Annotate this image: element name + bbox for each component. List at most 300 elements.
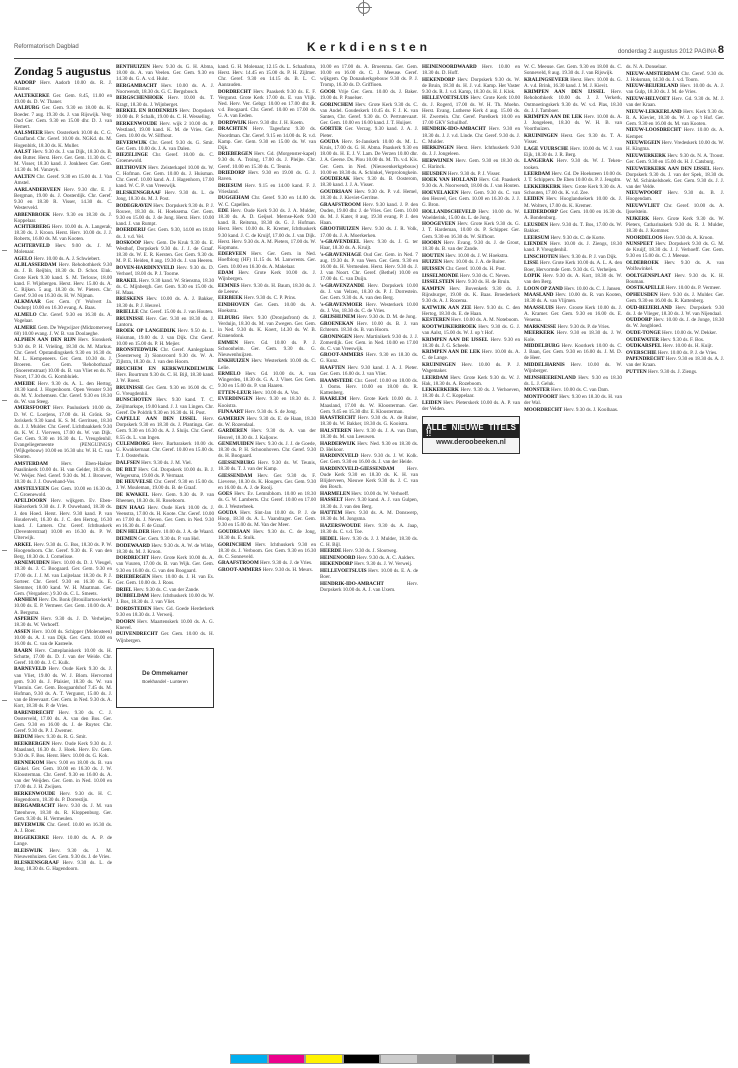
- place-name: 's-GRAVENDEEL: [320, 239, 361, 246]
- place-name: GROOT-AMMERS: [218, 567, 262, 573]
- service-entry: [14, 734, 112, 740]
- service-details: Herv. Dorpskerk 9.30 ds. G. M. de Kruijf, 18.30 ds. J. J. Verhoeff. Ger. Gem. 9.30 en 15.00 ds. C. J. Meeuse.: [626, 241, 724, 260]
- service-details: Herv. 10.00 ds. B. J. van Echtenm. 18.30 ds. B. van Hoorn.: [320, 320, 418, 333]
- service-details: Herv. 9.30 ds. B. J. Hoogendam.: [626, 190, 724, 203]
- service-entry: [422, 177, 520, 189]
- place-name: BRONSTEDWIJK: [116, 347, 158, 354]
- service-entry: [14, 105, 112, 129]
- service-details: Herv. Bovenkerk 9.30 ds. J. Rijnsburger, 19.00 ds. K. Baas. Broederkerk 9.30 ds. A. J. Rozema.: [422, 285, 520, 304]
- service-details: Herv. Gd. Goede Herderkerk 9.30 en 18.30 ds. J. Verweij.: [116, 606, 214, 619]
- service-details: Ger. Gem. 8.45, 11.00 en 19.00 ds. D. W. Thaner.: [14, 92, 112, 105]
- place-name: 's-GRAVENMOER: [320, 301, 363, 308]
- place-name: GROOT-AMMERS: [320, 352, 364, 359]
- print-color-bar: [230, 1054, 530, 1064]
- service-details: Herv. 9.30 (Dronjasfront) ds. J. Verduijn, 18.30 ds. M. van Zwegen. Ger. Gem. in Ned. 9.30 ds. K. Koert, 14.30 ds. W. B. Kranendonk.: [218, 314, 316, 340]
- service-entry: [116, 83, 214, 95]
- place-name: AMSTERDAM: [14, 460, 48, 467]
- place-name: BILTHOVEN: [116, 165, 147, 171]
- place-name: BERGAMBACHT: [14, 803, 56, 810]
- service-entry: [524, 146, 622, 158]
- service-entry: [218, 560, 316, 566]
- service-entry: [524, 286, 622, 292]
- service-entry: [422, 317, 520, 323]
- place-name: BERKENWOUDE: [14, 790, 56, 797]
- service-details: Herv. 10.00 ds. W. Wijnberger.: [524, 361, 622, 374]
- service-entry: [524, 343, 622, 361]
- service-details: Herv. 9.30 ds. G. H. Abma, 18.00 ds. A. van Veelen. Ger. Gem. 9.30 en 14.30 ds. G. A. v.d. Hulst.: [116, 64, 214, 83]
- place-name: LOON OP ZAND: [524, 285, 563, 292]
- service-entry: [14, 666, 112, 709]
- service-entry: [626, 241, 724, 259]
- service-entry: [422, 171, 520, 177]
- service-details: Herv. Grote Kerk 10.00 ds. J. Maasland, 17.00 ds. W. Kloosterman. Ger. Gem. 9.45 en 15.30 dhr. E. Kloosterman.: [320, 396, 418, 415]
- place-name: MAASLAND: [524, 292, 554, 299]
- service-details: Herv. 9.30 ds. T. Bos, 17.00 ds. W. Bakker.: [524, 221, 622, 234]
- place-name: GENEMUIDEN: [218, 441, 254, 448]
- place-name: LEIDERDORP: [524, 209, 558, 216]
- place-name: BROEK OP LANGEDIJK: [116, 328, 176, 335]
- service-entry: [422, 126, 520, 144]
- place-name: MONTFOORT: [524, 393, 558, 400]
- service-entry: [218, 283, 316, 295]
- service-entry: [320, 466, 418, 490]
- place-name: AMERSFOORT: [14, 405, 51, 412]
- service-entry: [422, 337, 520, 349]
- service-entry: [524, 64, 622, 76]
- place-name: KRIMPEN AAN DEN IJSSEL: [524, 89, 605, 96]
- place-name: HOLLANDSCHEVELD: [422, 208, 476, 215]
- place-name: ARKEL: [14, 541, 33, 548]
- service-details: Herv. Catteplaniskerk 10.00 ds. H. Schutte, 17.00 ds. D. J. van der Weide. Chr. Geref. 10.00 ds. J. C. Kulk.: [14, 647, 112, 666]
- place-name: LEERSUM: [524, 234, 550, 241]
- place-name: LEERDAM: [524, 171, 551, 178]
- place-name: EERBEEK: [218, 295, 243, 302]
- service-details: Herv. 9.30 ds. P. J. Visser.: [447, 170, 501, 177]
- service-details: Herv. 9.30 ds. H. C. Hogendoorn, 18.30 ds. P. Dorrestijn.: [14, 790, 112, 803]
- service-entry: [626, 330, 724, 336]
- service-details: Herv. Dorpskerk 9.30 en 18.30 ds. J. Plantinga. Ger. Gem. 9.30 en 16.30 ds. A. J. Sluijs. Chr. Geref. 8.55 ds. L. van Ingen.: [116, 416, 214, 441]
- service-entry: [14, 212, 112, 224]
- place-name: MARKNESSE: [524, 323, 557, 330]
- service-details: Herv. Eben-Haëzer Paaslinkerk 10.00 ds. H. van Gelder, 18.30 ds. W. Weijer. Ned. Geref. 9.30 ds. M. J. Brouwer, 18.30 ds. J. J. Ouwehand-Vos.: [14, 460, 112, 486]
- place-name: GRAAFSTROOM: [320, 201, 361, 208]
- place-name: HOEVELAKEN: [422, 189, 459, 196]
- place-name: FIJNAART: [218, 409, 244, 416]
- service-entry: [524, 260, 622, 272]
- place-name: DE KWAKEL: [116, 491, 149, 498]
- service-details: Herv. 10.00 ds. J. H. van Es. Ger. Gem. 10.00 ds. J. Roos.: [116, 574, 214, 587]
- service-entry: [116, 460, 214, 466]
- place-name: GOUDA: [218, 510, 237, 517]
- service-entry: [626, 140, 724, 152]
- service-details: Herv. 10.00 ds. A. Kemper.: [626, 127, 724, 140]
- place-name: GOOR: [320, 88, 336, 95]
- service-entry: [422, 266, 520, 272]
- service-details: Herv. Ichthuskerk 10.00 ds. W. J. Bos, 18.30 ds. J. van Vliet.: [116, 593, 214, 606]
- place-name: AALTEKERKE: [14, 92, 50, 99]
- place-name: HOUTEN: [422, 252, 445, 259]
- service-details: Herv. Hooglandsekerk 10.00 ds. J. M. Wolters, 17.00 ds. K. Kremer.: [524, 196, 622, 209]
- service-details: Herv. 9.30 ds. J. M. van Tatenhove, 18.30 ds. R. Kloppenburg. Ger. Gem. 9.30 ds. H. Vermeulen.: [14, 803, 112, 822]
- place-name: KRIMPEN AAN DE LEK: [422, 349, 481, 356]
- service-details: Herv. Martinikerk 9.30 ds. J. J. Zomerdijk. Ger. Gem. in Ned. 10.00 en 17.00 ds. C. van Vreeswijk.: [320, 333, 418, 352]
- place-name: AARLANDERVEEN: [14, 186, 61, 193]
- service-entry: [320, 226, 418, 238]
- service-details: Herv. Gem. 9.30 ds. P. van Rheenen, 18.30 ds. H. Roseboom.: [116, 491, 214, 504]
- service-entry: [14, 710, 112, 734]
- place-name: OPHEUSDEN: [626, 291, 658, 298]
- place-name: GOUDRIAAN: [218, 528, 250, 535]
- service-details: Herv. 10.00 ds. C. van Dam.: [551, 387, 610, 394]
- place-name: ALBLASSERDAM: [14, 262, 57, 269]
- ad-title: De Ommekamer: [142, 670, 188, 677]
- service-details: Herv. 9.30 ds. P. v.d. Hemel, 18.30 ds. J. Kieviet-Gerritse.: [320, 188, 418, 201]
- place-name: OVERSCHIE: [626, 349, 657, 356]
- column-7: [626, 64, 724, 1054]
- service-entry: [116, 108, 214, 120]
- service-entry: [320, 378, 418, 396]
- place-name: HAAFTEN: [320, 365, 345, 371]
- service-details: Herv. 9.30 ds. L. de Jong, 18.30 ds. M. J. Post.: [116, 189, 214, 202]
- service-entry: [14, 149, 112, 173]
- place-name: OUDKARSPEL: [626, 343, 662, 350]
- place-name: ACHTERBERG: [14, 224, 51, 231]
- service-details: Herv. Gd. 9.30 ds. M. J. van der Kraan.: [626, 95, 724, 109]
- service-details: Herv. 9.30 ds. A. W. de Wilde, 18.30 ds. M. J. Kroon.: [116, 542, 214, 555]
- column-5: [422, 64, 520, 1054]
- service-details: Herv. 10.00 ds. A. J. Jongeleen, 18.30 ds. W. H. B. van Voorthuizen.: [524, 114, 622, 133]
- service-entry: [422, 375, 520, 387]
- place-name: HERWIJNEN: [422, 157, 454, 164]
- advertisement: [422, 416, 520, 454]
- service-details: Herv. Ichthuskerk 9.30 en 18.30 ds. J. Verboom. Ger. Gem. 9.30 en 16.30 ds. C. Sonneveld.: [218, 541, 316, 560]
- place-name: HEDEL: [320, 535, 338, 542]
- service-entry: [524, 196, 622, 208]
- place-name: HEINENOORDWAARD: [422, 64, 477, 70]
- place-name: APELDOORN: [14, 498, 47, 505]
- page-date: [618, 44, 724, 56]
- place-name: DEN HELDER: [116, 529, 150, 536]
- service-entry: [320, 396, 418, 414]
- service-entry: [320, 239, 418, 251]
- service-details: Herv. 9.30 ds. G. Bos, 18.30 ds. P. W. Hoogendoorn. Chr. Geref. 9.30 ds. F. van den Berg, 18.30 ds. J. Cornelisse.: [14, 541, 112, 560]
- place-name: DORDRECHT: [116, 555, 150, 562]
- service-details: Herv. Westerkerk 10.00 ds. J. Vos, 18.30 ds. C. de Vries.: [320, 301, 418, 314]
- service-details: Herv. 9.30 ds. A. C. Aalders.: [356, 554, 416, 561]
- service-details: Herv. 9.30 ds. H. de Bruin.: [455, 279, 511, 286]
- place-name: LAGE VUURSCHE: [524, 145, 569, 152]
- place-name: GRAAFSTROOM: [218, 560, 259, 567]
- service-details: Herv. 10.00 ds. W. Dekker.: [662, 329, 717, 336]
- service-entry: [218, 396, 316, 408]
- service-details: Herv. 9.30 ds. B. Oosterom, 18.30 kand. J. J. A. Visser.: [320, 176, 418, 189]
- section-title: Kerkdiensten: [306, 40, 432, 54]
- service-details: Herv. Bourtrum 9.30 ds. C. H. Bijl, 18.30 kand. J. W. Roest.: [116, 372, 214, 385]
- place-name: NOORDELOOS: [626, 234, 663, 241]
- service-details: Herv. Pieterskerk 10.00 ds. A. P. van der Velden.: [422, 399, 520, 413]
- service-entry: [422, 145, 520, 157]
- service-entry: [422, 387, 520, 399]
- service-details: Herv. Kerk 9.30 ds. R. A. Kieviet, 18.30 ds. W. J. op 't Hof. Ger. Gem. 9.30 en 16.00 ds. M. van Kooten.: [626, 108, 724, 127]
- service-entry: [422, 64, 520, 76]
- place-name: BIGGEKERKE: [14, 834, 50, 841]
- service-entry: [524, 114, 622, 132]
- service-entry: [524, 387, 622, 393]
- service-details: Herv. 9.30 ds. H. Baum, 18.30 ds. J. de Leeuw.: [218, 282, 316, 295]
- service-entry: [626, 64, 724, 70]
- place-name: KOOTWIJKERBROEK: [422, 323, 477, 330]
- place-name: HARDERWIJK: [320, 440, 356, 447]
- service-entry: [320, 321, 418, 333]
- place-name: KRIMPEN AAN DE IJSSEL: [422, 336, 489, 343]
- service-entry: [626, 166, 724, 190]
- service-details: Herv. wijk 2 10.00 ds. P. Westland, 19.00 kand. K. M. de Vries. Ger. Gem. 10.00 ds. W. Silfhout.: [116, 120, 214, 140]
- service-entry: [218, 371, 316, 389]
- service-entry: [14, 803, 112, 821]
- service-entry: [626, 260, 724, 272]
- place-name: HASSELT: [320, 497, 344, 504]
- service-entry: [524, 133, 622, 145]
- place-name: BRAKEL: [116, 277, 138, 284]
- place-name: LEIDEN: [524, 196, 544, 203]
- column-entries: [524, 64, 622, 413]
- place-name: NIEUWPOORT: [626, 190, 662, 197]
- service-entry: [320, 139, 418, 176]
- service-entry: [524, 394, 622, 406]
- service-entry: [320, 365, 418, 377]
- service-details: Herv. Gd. 10.00 ds. P. J. Schoonheim. Ger. Gem. 9.30 ds. G. Nieuwenhuijzen.: [218, 339, 316, 358]
- service-details: W. C. Meeuse. Ger. Gem. 9.30 en 18.00 ds. C. Sonneveld, 8 aug. 19.30 ds. J. van Rijswijk.: [524, 64, 622, 77]
- place-name: ASSEN: [14, 628, 31, 635]
- place-name: NIEUW-AMSTERDAM: [626, 70, 680, 77]
- publication-name: Reformatorisch Dagblad: [14, 44, 79, 50]
- place-name: AALST: [14, 149, 31, 156]
- service-entry: [14, 174, 112, 186]
- service-details: Herv. 10.00 ds. P. J. de Vries.: [657, 349, 718, 356]
- place-name: BOVEN-HARDINXVELD: [116, 265, 175, 271]
- column-3: [218, 64, 316, 1054]
- service-details: Herv. 9.30 kand. J. P. den Ouden, 19.00 dhr. J. de Vries. Ger. Gem. 10.00 ds. M. J. Kater, 8 aug. 19.30 evang. P. J. den Haan.: [320, 201, 418, 226]
- service-details: Herv. 9.30 kand. A. J. van Gulpen, 18.30 ds. J. van den Berg.: [320, 497, 418, 510]
- place-name: BAARN: [14, 647, 33, 654]
- service-details: Ger. Gem. 10.00 ds. A. Hoekstra.: [218, 302, 316, 315]
- place-name: BERGAMBACHT: [116, 82, 158, 89]
- service-entry: [116, 416, 214, 440]
- service-details: Herv. 9.30 ds. J. Slootweg.: [342, 548, 398, 555]
- service-details: Herv. 10.00 ds. J. W. Hoekstra.: [445, 252, 509, 259]
- service-details: Herv. Rehobothkerk 10.00 ds. J. J. Verkerk, Ontmoetingskerk 9.30 ds. W. v.d. Plas, 18.30 ds. J. J. Tamboer.: [524, 89, 622, 114]
- service-entry: [524, 158, 622, 170]
- place-name: MAASSLUIS: [524, 305, 554, 312]
- service-details: Herv. 10.00 ds. P. Vermeer.: [665, 285, 721, 292]
- place-name: DRIEBERGEN: [218, 151, 253, 158]
- place-name: AMEIDE: [14, 380, 35, 387]
- service-entry: [320, 189, 418, 201]
- service-details: Herv. 9.30 ds. J. Koolhaas.: [563, 406, 619, 413]
- service-entry: [218, 460, 316, 472]
- service-details: Herv. 9.30 ds. C. P. Prins.: [243, 295, 297, 302]
- service-details: Herv. Grote Kerk 10.00 ds. A. van Vuuren, 17.00 ds. B. van Wijk. Ger. Gem. 9.30 en 16.00 ds. G. van den Boogaard.: [116, 555, 214, 574]
- place-name: KRIMPEN AAN DE LEK: [524, 114, 583, 121]
- service-details: Herv. 9.30 ds. C. de Korte.: [550, 234, 606, 241]
- service-details: Herv. 9.30 en 18.30 ds. A. J. van der Kraan.: [626, 356, 724, 369]
- service-details: Herv. 9.30 ds. J. Ziengs.: [647, 369, 698, 375]
- place-name: PAPENDRECHT: [626, 356, 665, 363]
- service-details: Herv. 10.00 ds. A. J. Schwiebert.: [33, 255, 101, 262]
- service-entry: [626, 337, 724, 343]
- service-entry: [14, 760, 112, 790]
- service-details: Herv. 10.00 ds. J. Ziengs, 18.30 kand. P. Vreugdenhil.: [524, 241, 622, 254]
- place-name: ETTEN-LEUR: [218, 389, 252, 396]
- service-details: Herv. 9.30 en 18.30 ds. L. J. Geluk.: [524, 374, 622, 387]
- service-details: Herv. 9.30 en 19.00 ds. G. J. Raven.: [218, 170, 316, 183]
- service-entry: [422, 286, 520, 304]
- service-entry: [422, 253, 520, 259]
- service-details: Ger. Gem. 10.00 ds. H. Wijnbergen.: [116, 631, 214, 644]
- place-name: BEVERWIJK: [14, 822, 45, 829]
- service-details: Herv. Maartenskerk 10.00 ds. A. G. Knevel.: [116, 618, 214, 631]
- column-6: [524, 64, 622, 1054]
- service-details: Herv. 10.00 ds. A. C. de Lange.: [422, 349, 520, 362]
- service-entry: [116, 587, 214, 593]
- service-entry: [116, 479, 214, 491]
- listing-columns: [14, 64, 724, 1054]
- service-details: ds. N. A. Donselaar.: [626, 64, 667, 70]
- place-name: HENDRIK-IDO-AMBACHT: [422, 126, 486, 133]
- place-name: HARDINXVELD-GIESSENDAM: [320, 466, 395, 472]
- service-entry: [14, 486, 112, 498]
- service-details: Herv. 9.30 ds. A. M. Donswerp, 18.30 ds. M. Jongsma.: [320, 510, 418, 523]
- service-entry: [422, 221, 520, 239]
- place-name: DRACHTEN: [218, 126, 248, 133]
- service-details: Herv. Westerkerk 10.00 ds. C. Lelie.: [218, 358, 316, 371]
- place-name: NIEUWEGEIN: [626, 140, 661, 147]
- service-details: Herst. Herv. Ichthuskerk 9.30 ds. J. J. Jongeleen.: [422, 145, 520, 158]
- service-details: Herv. 9.30 dhr. E. J. Bergman, 19.00 ds. J. Oosterdijk. Chr. Geref. 9.30 en 18.30 R. Visser, 14.30 ds. C. Westerveld.: [14, 186, 112, 211]
- place-name: BERKENWOUDE: [116, 120, 158, 127]
- service-details: Herv. 10.00 ds. A. Langerak, 18.30 ds. J. Kroon. Herst. Herv. 10.00 ds. J. J. Roberts, 16.00 ds. M. van Kooten.: [14, 224, 112, 243]
- service-details: Herv. Vredeskerk 10.00 ds. W. H. Kingma.: [626, 140, 724, 153]
- place-name: PUTTEN: [626, 369, 647, 375]
- place-name: BLESKENSGRAAF: [116, 189, 162, 196]
- service-details: Herv. Barbarakerk 10.00 ds. G. Kwakkernaat. Chr. Geref. 10.00 en 15.00 ds. T. J. Oosterhuis.: [116, 441, 214, 460]
- service-entry: [524, 235, 622, 241]
- service-entry: [626, 190, 724, 202]
- service-entry: [116, 385, 214, 397]
- service-details: Herv. Oude Kerk 9.30 ds. J. Maasland, 16.30 ds. J. Hoek. Herv. Ev. Gem. 9.30 ds. F. Bos. Herst. Herv. 10.00 ds. G. Kok.: [14, 741, 112, 760]
- service-details: Herv. 9.30 ds. A. van Wolfswinkel.: [626, 259, 724, 272]
- service-details: Ger. Gem. 9.30 ds. P. van Hel.: [138, 536, 200, 543]
- place-name: HEINENOORD: [320, 554, 356, 561]
- service-details: Herv. 10.00 ds. J. A. de Ruiter.: [443, 259, 506, 266]
- place-name: DUBBELDAM: [116, 593, 150, 600]
- service-entry: [14, 262, 112, 299]
- service-details: Herv. 10.00 ds. W. Verhoeff.: [351, 490, 410, 497]
- place-name: MIDDELBURG: [524, 343, 560, 350]
- service-entry: [116, 316, 214, 328]
- service-details: Herv. Evang. 9.30 ds. J. de Groot, 18.30 ds. B. van der Zande.: [422, 240, 520, 253]
- place-name: 's-GRAVENHAGE: [320, 251, 362, 258]
- service-entry: [320, 548, 418, 554]
- place-name: ELBURG: [218, 314, 240, 321]
- service-entry: [14, 312, 112, 324]
- place-name: KRALINGSEVEER: [524, 76, 569, 83]
- place-name: BARENDRECHT: [14, 709, 54, 716]
- service-entry: [626, 317, 724, 329]
- service-details: Herv. 9.30 dhr. J. H. Koetn.: [247, 119, 304, 126]
- place-name: KESTEREN: [422, 317, 450, 324]
- service-details: Herv. St-Janskerk 10.00 ds. M. L. Kruis, 17.00 ds. G. H. Abma. Paaskerk 9.30 en 18.00 ds. H. E. J. V. Lam. De Verzen 10.00 dhr. J. A. Geerse. Ds. Plou 10.00 ds. M. Th. v.d. Kis. Ger. Gem. in Ned. (Nieuwenkerkgebouw) 10.00 en 18.30 ds. A. Schinkel, Verprolongkein.: [320, 139, 418, 176]
- service-entry: [422, 240, 520, 252]
- service-details: Herv. 9.30 en 18.30 ds. H. van der Wal.: [524, 393, 622, 406]
- service-details: Herv. 10.00 ds. T. Kragt, 18.30 ds. J. Wijnberget.: [116, 95, 214, 108]
- place-name: GORINCHEM: [320, 101, 354, 108]
- service-details: Herst. Herv. 10.00 ds. G. A. v.d. Brink, 16.30 kand. J. M. J. Kievit.: [524, 76, 622, 89]
- place-name: DORDWIJK: [218, 119, 247, 126]
- service-entry: [320, 581, 418, 593]
- service-details: Herv. 9.30 en 18.30 ds. J. W. Kole.: [524, 330, 622, 343]
- service-details: Herv. 9.30 ds. D. Verhoef, 18.00 ds. P. J. Toorne.: [116, 265, 214, 278]
- column-2: [116, 64, 214, 1054]
- service-entry: [14, 337, 112, 380]
- advertisement: [116, 648, 214, 708]
- place-name: DEN HAAG: [116, 504, 145, 511]
- place-name: LEUSDEN: [524, 221, 549, 228]
- service-entry: [218, 409, 316, 415]
- service-entry: [218, 340, 316, 358]
- service-details: Herv. 9.30 ds. J. W. Kolk. Ger. Gem. 9.30 en 16.00 ds. J. van der Heide.: [320, 453, 418, 466]
- service-entry: [116, 347, 214, 365]
- service-details: Herv. Gem. De Kruk 9.30 ds. E. Westhof, Dorpskerk 9.30 ds. J. J. de Graaf. 18.30 ds. W. E. R. Kersten. Ger. Gem. 9.30 ds. M. P. E. Heiden, 8 aug. 19.30 ds. J. van Heeren.: [116, 240, 214, 265]
- service-entry: [14, 224, 112, 242]
- service-entry: [524, 77, 622, 89]
- service-details: Herv. 9.30 en 18.30 ds. G. Kunz.: [320, 352, 418, 365]
- service-entry: [14, 405, 112, 460]
- service-entry: [14, 498, 112, 541]
- service-entry: [320, 64, 418, 88]
- service-entry: [116, 492, 214, 504]
- service-details: Herv. Oude Kerk 9.30 en 18.30 ds. K. H. van Blijderveen, Nieuwe Kerk 9.30 ds. J. C. van den Bosch.: [320, 466, 418, 491]
- service-details: Chr. Geref. 9.30 ds. J. Hoksman, 14.30 ds. J. v.d. Toorn.: [626, 70, 724, 83]
- service-entry: [218, 170, 316, 182]
- place-name: OOLTGENSPLAAT: [626, 272, 672, 279]
- place-name: HARMELEN: [320, 490, 350, 497]
- place-name: GOUDRIAAN: [320, 188, 352, 195]
- service-details: Chr. Geref. 9.30 ds. G. Smit. Ger. Gem. 10.00 ds. J. A. van Dalen.: [116, 139, 214, 152]
- service-entry: [320, 441, 418, 453]
- service-entry: [524, 89, 622, 113]
- service-entry: [218, 441, 316, 459]
- service-entry: [320, 252, 418, 282]
- service-entry: [14, 243, 112, 255]
- service-details: Ger. Verzag. 9.30 kand. J. A. J. Pieter.: [320, 126, 418, 139]
- service-entry: [320, 555, 418, 561]
- service-details: Herv. 9.30 en 18.30 ds. J. Koppelaar.: [14, 211, 112, 224]
- service-entry: [524, 222, 622, 234]
- service-entry: [218, 358, 316, 370]
- registration-mark-icon: [358, 2, 370, 14]
- service-details: Herv. Aadorb 10.00 ds. R. J. Kramer.: [14, 80, 112, 93]
- service-details: Herv. 9.30 kand. T. C. Zeijlmarkspe, 19.00 kand. J. J. van Lingen. Chr. Geref. De Poldrik 9.30 en 16.30 ds. H. Post.: [116, 397, 214, 416]
- service-entry: [524, 209, 622, 221]
- service-details: Herv. 10.00 ds. A. J. van Gulp, 18.30 ds. J. M. de Vries.: [626, 83, 724, 96]
- service-details: Herv. 9.30 ds. A. L. den Hertog, 18.30 kand. J. Hogenboom. Open Venster 9.30 ds. M. Y. Jochemsen. Chr. Geref. 9.30 en 18.30 ds. W. van Steeg.: [14, 380, 112, 405]
- place-name: AMSTELVEEN: [14, 485, 50, 492]
- service-details: Herv. Gd. 10.00 ds. A. van Wingerden, 18.30 ds. G. A. J. Vloet. Ger. Gem. 9.30 en 15.00 ds. P. van Haaren.: [218, 371, 316, 390]
- service-entry: [218, 208, 316, 251]
- service-details: Herv. Oosterkerk 10.00 ds. C. G. Graafland. Chr. Geref. 10.00 ds. NGKd. ds. M. Hogenbirk, 18.30 ds. K. Muller.: [14, 130, 112, 149]
- service-entry: [14, 860, 112, 872]
